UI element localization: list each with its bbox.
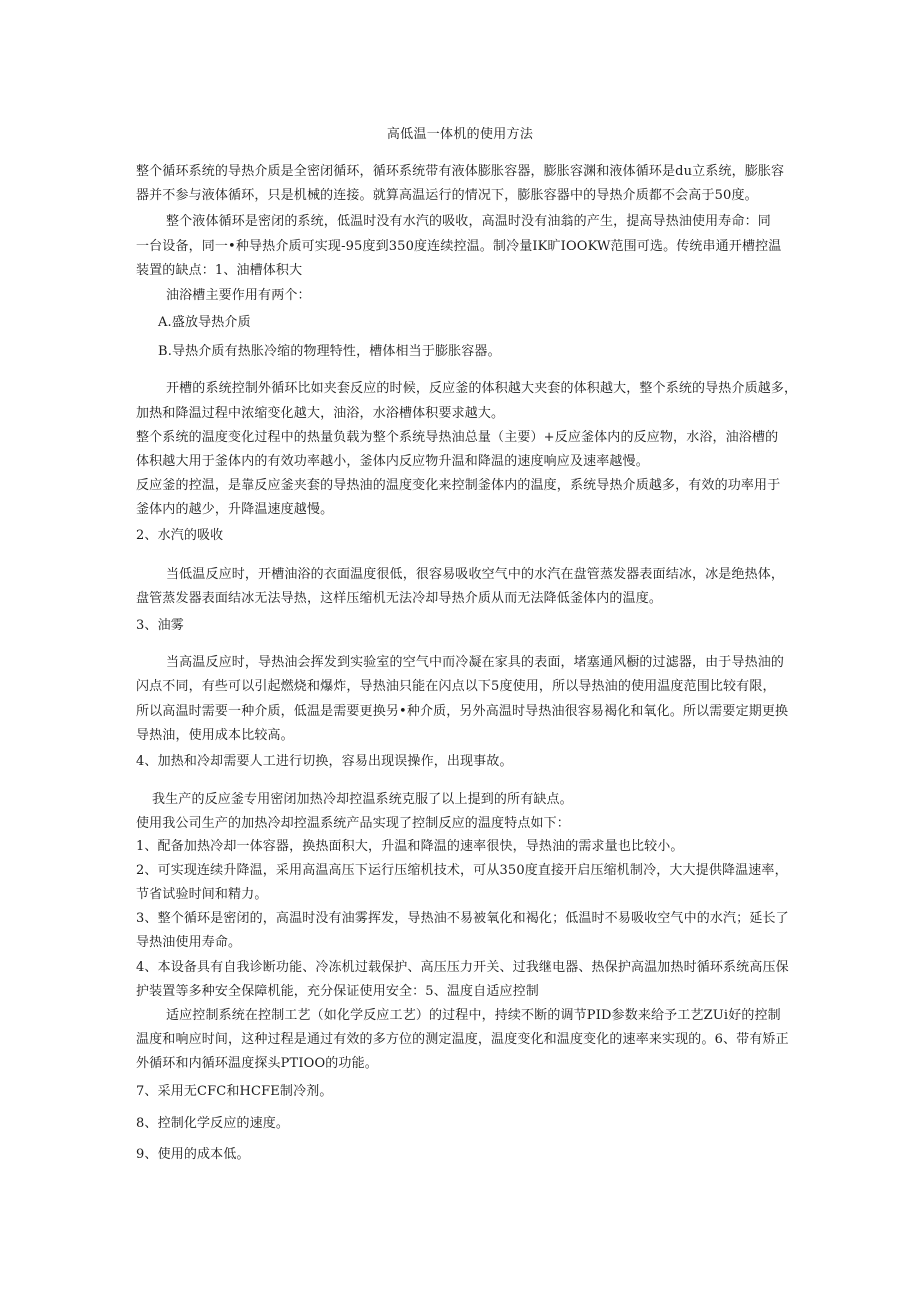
feature-item: 节省试验时间和精力。: [136, 887, 268, 902]
document-title: 高低温一体机的使用方法: [386, 127, 534, 142]
paragraph-line: 整个系统的温度变化过程中的热量负载为整个系统导热油总量（主要）+反应釜体内的反应物，水浴，油浴槽的: [136, 430, 779, 445]
feature-item: 3、整个循环是密闭的，高温时没有油雾挥发，导热油不易被氧化和褐化；低温时不易吸收空气中的水汽；延长了: [136, 911, 789, 926]
paragraph-line: 开槽的系统控制外循环比如夹套反应的时候，反应釜的体积越大夹套的体积越大，整个系统的导热介质越多，: [166, 381, 798, 396]
paragraph-line: 装置的缺点：1、油槽体积大: [136, 263, 303, 278]
paragraph-line: 外循环和内循环温度探头PTIOO的功能。: [136, 1056, 378, 1071]
paragraph-line: 体积越大用于釜体内的有效功率越小，釜体内反应物升温和降温的速度响应及速率越慢。: [136, 454, 649, 469]
paragraph-line: 当高温反应时，导热油会挥发到实验室的空气中而冷凝在家具的表面，堵塞通风橱的过滤器，由于导热油的: [166, 655, 785, 670]
feature-item: 1、配备加热冷却一体容器，换热面积大，升温和降温的速率很快，导热油的需求量也比较小。: [136, 839, 684, 854]
paragraph-line: 反应釜的控温，是靠反应釜夹套的导热油的温度变化来控制釜体内的温度，系统导热介质越多，有效的功率用于: [136, 478, 781, 493]
section-heading: 2、水汽的吸收: [136, 528, 224, 543]
paragraph-line: 加热和降温过程中浓缩变化越大，油浴，水浴槽体积要求越大。: [136, 406, 505, 421]
paragraph-line: 使用我公司生产的加热冷却控温系统产品实现了控制反应的温度特点如下：: [136, 816, 570, 831]
paragraph-line: 当低温反应时，开槽油浴的衣面温度很低，很容易吸收空气中的水汽在盘管蒸发器表面结冰，冰是绝热体，: [166, 567, 785, 582]
feature-item: 9、使用的成本低。: [136, 1147, 250, 1162]
paragraph-line: 适应控制系统在控制工艺（如化学反应工艺）的过程中，持续不断的调节PID参数来给予工艺ZUi好的控制: [166, 1008, 781, 1023]
paragraph-line: 温度和响应时间，这种过程是通过有效的多方位的测定温度，温度变化和温度变化的速率来实现的。6、带有矫正: [136, 1032, 789, 1047]
paragraph-line: 釜体内的越少，升降温速度越慢。: [136, 502, 334, 517]
paragraph-line: 整个循环系统的导热介质是全密闭循环，循环系统带有液体膨胀容器，膨胀容渊和液体循环是du立系统，膨胀容: [136, 164, 785, 179]
paragraph-line: 整个液体循环是密闭的系统，低温时没有水汽的吸收，高温时没有油翁的产生，提高导热油使用寿命：同: [166, 214, 771, 229]
paragraph-line: 油浴槽主要作用有两个：: [166, 288, 311, 303]
paragraph-line: 所以高温时需要一种介质，低温是需要更换另•种介质，另外高温时导热油很容易褐化和氧化。所以需要定期更换: [136, 704, 789, 719]
paragraph-line: 盘管蒸发器表面结冰无法导热，这样压缩机无法冷却导热介质从而无法降低釜体内的温度。: [136, 591, 663, 606]
feature-item: 2、可实现连续升降温，采用高温高压下运行压缩机技术，可从350度直接开启压缩机制冷，大大提供降温速率，: [136, 863, 788, 878]
paragraph-line: 导热油，使用成本比较高。: [136, 728, 294, 743]
feature-item: 8、控制化学反应的速度。: [136, 1116, 290, 1131]
paragraph-line: 闪点不同，有些可以引起燃烧和爆炸，导热油只能在闪点以下5度使用，所以导热油的使用温度范围比较有限，: [136, 679, 776, 694]
paragraph-line: 器并不参与液体循环，只是机械的连接。就算高温运行的情况下，膨胀容器中的导热介质都不会高于50度。: [136, 188, 758, 203]
feature-item: 7、采用无CFC和HCFE制冷剂。: [136, 1084, 333, 1099]
paragraph-line: 一台设备，同一•种导热介质可实现-95度到350度连续控温。制冷量IK旷IOOKW范围可选。传统串通开槽控温: [136, 239, 782, 254]
list-item-a: A.盛放导热介质: [158, 315, 251, 330]
list-item-b: B.导热介质有热胀冷缩的物理特性，槽体相当于膨胀容器。: [158, 344, 501, 359]
paragraph-line: 我生产的反应釜专用密闭加热冷却控温系统克服了以上提到的所有缺点。: [152, 792, 573, 807]
feature-item: 导热油使用寿命。: [136, 935, 242, 950]
feature-item: 护装置等多种安全保障机能，充分保证使用安全：5、温度自适应控制: [136, 984, 539, 999]
section-heading: 4、加热和冷却需要人工进行切换，容易出现误操作，出现事故。: [136, 754, 513, 769]
feature-item: 4、本设备具有自我诊断功能、冷冻机过载保护、高压压力开关、过我继电器、热保护高温加热时循环系统高压保: [136, 960, 789, 975]
section-heading: 3、油雾: [136, 618, 184, 633]
